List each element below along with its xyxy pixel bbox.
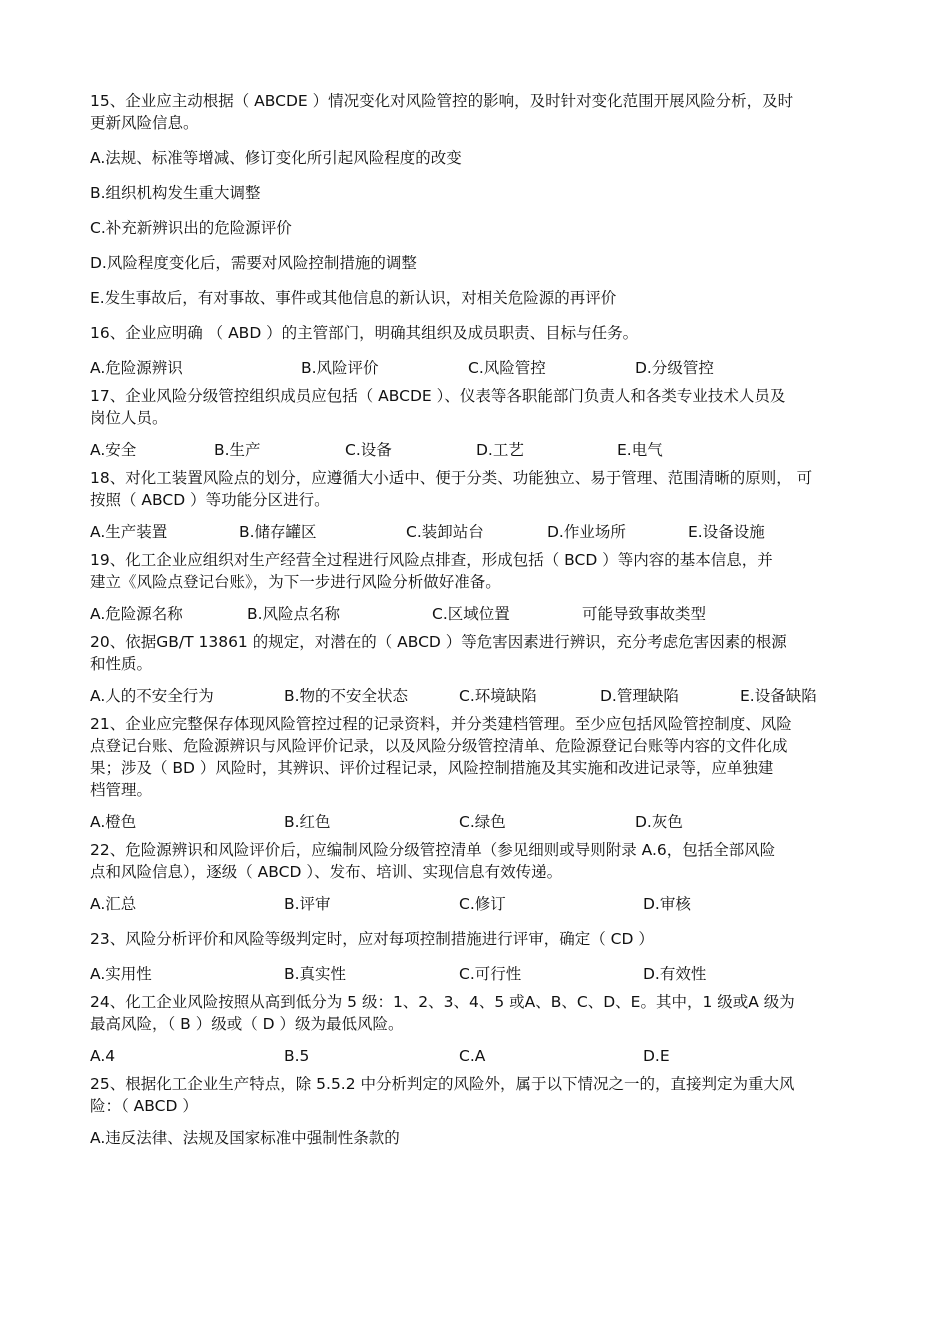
question-19-stem-line-2: 建立《风险点登记台账》，为下一步进行风险分析做好准备。 xyxy=(90,573,501,591)
question-15-option-d: D.风险程度变化后，需要对风险控制措施的调整 xyxy=(90,254,417,272)
question-21-stem-line-1: 21、企业应完整保存体现风险管控过程的记录资料，并分类建档管理。至少应包括风险管控制度、风险 xyxy=(90,715,792,733)
question-23-options xyxy=(90,963,865,985)
question-21-stem-line-4: 档管理。 xyxy=(90,781,153,799)
question-22-stem-line-2: 点和风险信息），逐级（ ABCD ）、发布、培训、实现信息有效传递。 xyxy=(90,863,563,881)
question-17-stem-line-2: 岗位人员。 xyxy=(90,409,168,427)
question-18-stem-line-1: 18、对化工装置风险点的划分，应遵循大小适中、便于分类、功能独立、易于管理、范围清晰的原则， 可 xyxy=(90,469,813,487)
question-20 xyxy=(90,631,865,675)
question-17-option-e: E.电气 xyxy=(617,441,663,459)
question-18-option-d: D.作业场所 xyxy=(547,523,626,541)
question-18 xyxy=(90,467,865,511)
question-16-option-d: D.分级管控 xyxy=(635,359,714,377)
question-22 xyxy=(90,839,865,883)
question-15 xyxy=(90,90,865,134)
question-20-option-e: E.设备缺陷 xyxy=(740,687,817,705)
question-20-option-c: C.环境缺陷 xyxy=(459,687,537,705)
question-17 xyxy=(90,385,865,429)
question-23-option-c: C.可行性 xyxy=(459,965,522,983)
question-15-option-c: C.补充新辨识出的危险源评价 xyxy=(90,219,292,237)
question-20-option-b: B.物的不安全状态 xyxy=(284,687,409,705)
question-16-option-b: B.风险评价 xyxy=(301,359,379,377)
question-19-stem-line-1: 19、化工企业应组织对生产经营全过程进行风险点排查，形成包括（ BCD ）等内容的基本信息，并 xyxy=(90,551,773,569)
question-19 xyxy=(90,549,865,593)
question-24-option-a: A.4 xyxy=(90,1047,116,1065)
question-21-option-d: D.灰色 xyxy=(635,813,683,831)
question-24-options xyxy=(90,1045,865,1067)
question-16-option-c: C.风险管控 xyxy=(468,359,546,377)
question-24-option-c: C.A xyxy=(459,1047,486,1065)
question-15-stem-line-1: 15、企业应主动根据（ ABCDE ）情况变化对风险管控的影响，及时针对变化范围开展风险分析，及时 xyxy=(90,92,794,110)
question-21-options xyxy=(90,811,865,833)
question-17-option-c: C.设备 xyxy=(345,441,392,459)
question-25-option-a: A.违反法律、法规及国家标准中强制性条款的 xyxy=(90,1129,400,1147)
question-18-option-e: E.设备设施 xyxy=(688,523,765,541)
question-24 xyxy=(90,991,865,1035)
question-16-options xyxy=(90,357,865,379)
question-22-options xyxy=(90,893,865,915)
question-19-option-c: C.区域位置 xyxy=(432,605,510,623)
question-23-stem: 23、风险分析评价和风险等级判定时，应对每项控制措施进行评审，确定（ CD ） xyxy=(90,930,654,948)
question-24-stem-line-2: 最高风险，（ B ）级或（ D ）级为最低风险。 xyxy=(90,1015,404,1033)
question-17-stem-line-1: 17、企业风险分级管控组织成员应包括（ ABCDE ）、仪表等各职能部门负责人和各类专业技术人员及 xyxy=(90,387,786,405)
question-17-option-d: D.工艺 xyxy=(476,441,524,459)
question-15-option-a: A.法规、标准等增减、修订变化所引起风险程度的改变 xyxy=(90,149,462,167)
question-20-option-a: A.人的不安全行为 xyxy=(90,687,214,705)
question-18-option-b: B.储存罐区 xyxy=(239,523,317,541)
question-19-option-b: B.风险点名称 xyxy=(247,605,341,623)
question-21-option-b: B.红色 xyxy=(284,813,331,831)
question-22-option-c: C.修订 xyxy=(459,895,506,913)
question-18-options xyxy=(90,521,865,543)
question-16-stem: 16、企业应明确 （ ABD ）的主管部门，明确其组织及成员职责、目标与任务。 xyxy=(90,324,639,342)
question-20-options xyxy=(90,685,865,707)
question-18-option-a: A.生产装置 xyxy=(90,523,168,541)
question-15-stem-line-2: 更新风险信息。 xyxy=(90,114,199,132)
question-25-stem-line-2: 险：（ ABCD ） xyxy=(90,1097,198,1115)
question-17-option-b: B.生产 xyxy=(214,441,261,459)
question-19-options xyxy=(90,603,865,625)
question-21-option-c: C.绿色 xyxy=(459,813,506,831)
question-22-stem-line-1: 22、危险源辨识和风险评价后，应编制风险分级管控清单（参见细则或导则附录 A.6，包括全部风险 xyxy=(90,841,776,859)
question-24-option-d: D.E xyxy=(643,1047,670,1065)
question-15-option-e: E.发生事故后，有对事故、事件或其他信息的新认识，对相关危险源的再评价 xyxy=(90,289,617,307)
question-24-stem-line-1: 24、化工企业风险按照从高到低分为 5 级：1、2、3、4、5 或A、B、C、D、E。其中，1 级或A 级为 xyxy=(90,993,795,1011)
question-17-options xyxy=(90,439,865,461)
question-22-option-b: B.评审 xyxy=(284,895,331,913)
question-23-option-d: D.有效性 xyxy=(643,965,707,983)
question-25-stem-line-1: 25、根据化工企业生产特点，除 5.5.2 中分析判定的风险外，属于以下情况之一的，直接判定为重大风 xyxy=(90,1075,795,1093)
question-23-option-b: B.真实性 xyxy=(284,965,347,983)
question-18-option-c: C.装卸站台 xyxy=(406,523,484,541)
question-22-option-a: A.汇总 xyxy=(90,895,137,913)
question-25 xyxy=(90,1073,865,1117)
question-19-option-a: A.危险源名称 xyxy=(90,605,183,623)
question-24-option-b: B.5 xyxy=(284,1047,310,1065)
question-20-stem-line-2: 和性质。 xyxy=(90,655,153,673)
question-19-option-d: 可能导致事故类型 xyxy=(582,605,707,623)
question-20-option-d: D.管理缺陷 xyxy=(600,687,679,705)
question-21-option-a: A.橙色 xyxy=(90,813,137,831)
question-15-option-b: B.组织机构发生重大调整 xyxy=(90,184,261,202)
question-16-option-a: A.危险源辨识 xyxy=(90,359,183,377)
question-20-stem-line-1: 20、依据GB/T 13861 的规定，对潜在的（ ABCD ）等危害因素进行辨识，充分考虑危害因素的根源 xyxy=(90,633,787,651)
question-23-option-a: A.实用性 xyxy=(90,965,152,983)
question-21 xyxy=(90,713,865,801)
question-21-stem-line-3: 果；涉及（ BD ）风险时，其辨识、评价过程记录，风险控制措施及其实施和改进记录等，应单独建 xyxy=(90,759,774,777)
question-18-stem-line-2: 按照（ ABCD ）等功能分区进行。 xyxy=(90,491,330,509)
question-17-option-a: A.安全 xyxy=(90,441,137,459)
question-21-stem-line-2: 点登记台账、危险源辨识与风险评价记录，以及风险分级管控清单、危险源登记台账等内容的文件化成 xyxy=(90,737,788,755)
question-22-option-d: D.审核 xyxy=(643,895,691,913)
